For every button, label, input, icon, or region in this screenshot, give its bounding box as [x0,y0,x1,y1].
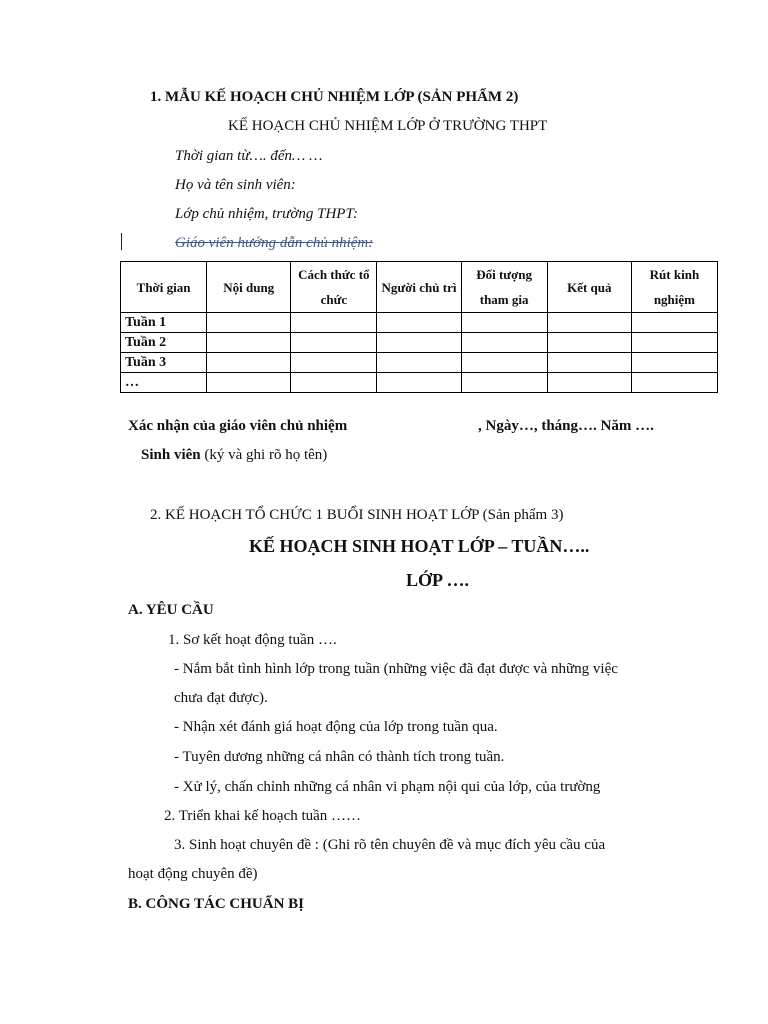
date-line: , Ngày…, tháng…. Năm …. [478,418,654,434]
item-3-line-1: 3. Sinh hoạt chuyên đề : (Ghi rõ tên chuyên đề và mục đích yêu cầu của [174,837,606,853]
field-class-school: Lớp chủ nhiệm, trường THPT: [175,206,358,222]
cell [461,333,547,353]
cell [461,313,547,333]
field-student-name: Họ và tên sinh viên: [175,177,296,193]
bullet-1-line-1: - Nắm bắt tình hình lớp trong tuần (những việc đã đạt được và những việc [174,661,618,677]
cell [291,333,377,353]
field-time: Thời gian từ…. đến… … [175,148,323,164]
cell [547,333,631,353]
cell [631,353,717,373]
section-2-heading: 2. KẾ HOẠCH TỔ CHỨC 1 BUỔI SINH HOẠT LỚP (Sản phẩm 3) [150,507,564,523]
section-1-heading: 1. MẪU KẾ HOẠCH CHỦ NHIỆM LỚP (SẢN PHẨM 2) [150,89,519,105]
row-label: Tuần 1 [121,313,207,333]
bullet-4: - Xử lý, chấn chỉnh những cá nhân vi phạm nội qui của lớp, của trường [174,779,601,795]
item-2: 2. Triển khai kế hoạch tuần …… [164,808,362,824]
table-header-row [121,262,718,313]
student-label: Sinh viên [141,447,201,463]
bullet-3: - Tuyên dương những cá nhân có thành tích trong tuần. [174,749,505,765]
cell [631,333,717,353]
bullet-2: - Nhận xét đánh giá hoạt động của lớp trong tuần qua. [174,719,498,735]
cell [291,353,377,373]
row-label: Tuần 2 [121,333,207,353]
class-activity-title: KẾ HOẠCH SINH HOẠT LỚP – TUẦN….. [249,536,590,556]
table-row [121,313,718,333]
cell [377,373,461,393]
teacher-confirmation-label: Xác nhận của giáo viên chủ nhiệm [128,418,348,434]
row-label: … [121,373,207,393]
plan-table [120,261,718,393]
cell [207,333,291,353]
student-signature-note: (ký và ghi rõ họ tên) [204,447,328,463]
table-row [121,333,718,353]
table-row [121,353,718,373]
cell [631,373,717,393]
cell [631,313,717,333]
cell [461,353,547,373]
text-cursor [121,233,122,250]
col-header-method: Cách thức tổ chức [291,262,377,313]
col-header-result: Kết quả [547,262,631,313]
cell [377,333,461,353]
section-b-heading: B. CÔNG TÁC CHUẨN BỊ [128,896,304,912]
section-a-heading: A. YÊU CẦU [128,602,214,618]
cell [291,373,377,393]
cell [207,373,291,393]
cell [377,313,461,333]
col-header-host: Người chủ trì [377,262,461,313]
plan-subheading: KẾ HOẠCH CHỦ NHIỆM LỚP Ở TRƯỜNG THPT [228,118,548,134]
cell [207,353,291,373]
item-1: 1. Sơ kết hoạt động tuần …. [168,632,337,648]
bullet-1-line-2: chưa đạt được). [174,690,268,706]
cell [377,353,461,373]
cell [461,373,547,393]
cell [547,373,631,393]
row-label: Tuần 3 [121,353,207,373]
table-row [121,373,718,393]
cell [291,313,377,333]
student-signature-line [141,446,327,464]
class-line: LỚP …. [406,570,470,590]
cell [547,313,631,333]
cell [207,313,291,333]
cell [547,353,631,373]
field-supervising-teacher: Giáo viên hướng dẫn chủ nhiệm: [175,235,374,251]
col-header-lessons: Rút kinh nghiệm [631,262,717,313]
item-3-line-2: hoạt động chuyên đề) [128,866,258,882]
col-header-participants: Đối tượng tham gia [461,262,547,313]
col-header-time: Thời gian [121,262,207,313]
col-header-content: Nội dung [207,262,291,313]
